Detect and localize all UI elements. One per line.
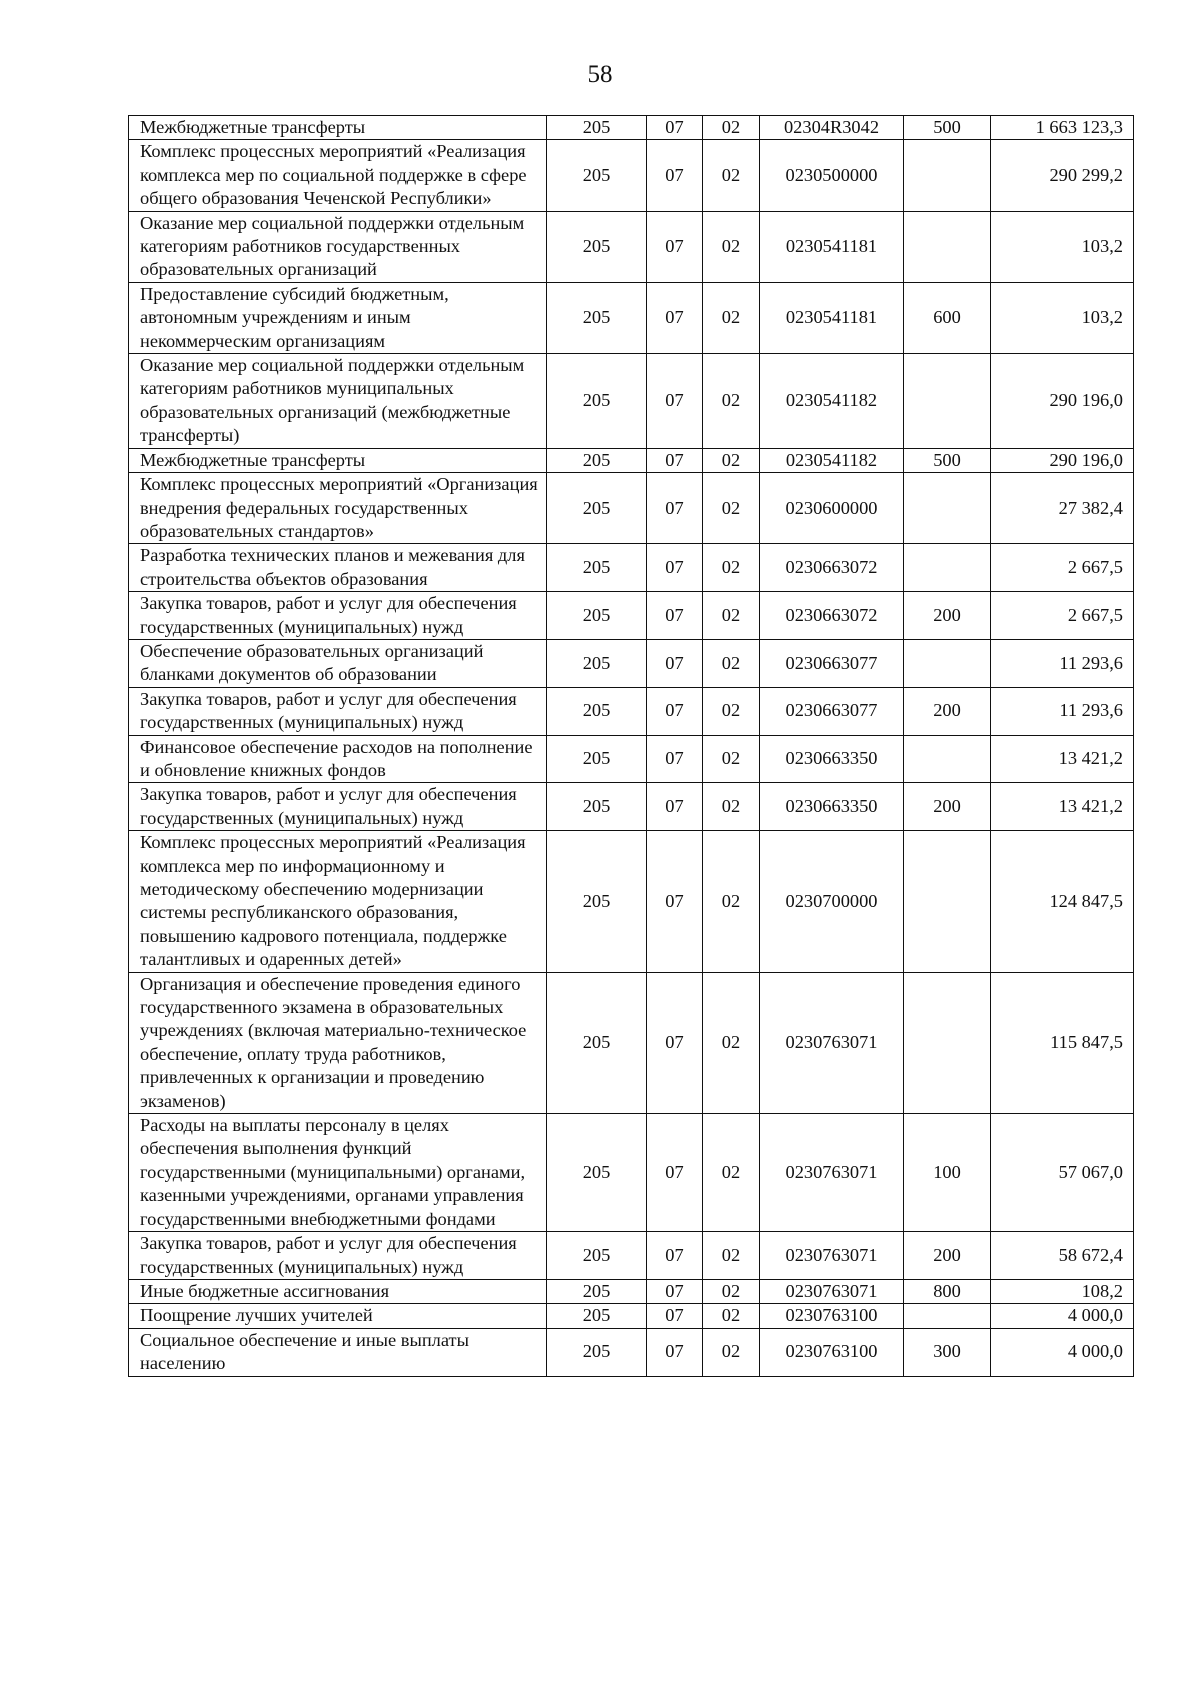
table-row <box>129 211 1134 282</box>
expense-type-cell: 200 <box>904 687 991 735</box>
section-code-cell: 07 <box>647 211 703 282</box>
subsection-code-cell: 02 <box>703 473 760 544</box>
table-row <box>129 354 1134 449</box>
row-name-cell: Закупка товаров, работ и услуг для обеспечения государственных (муниципальных) нужд <box>129 783 547 831</box>
amount-cell: 11 293,6 <box>991 639 1134 687</box>
subsection-code-cell: 02 <box>703 687 760 735</box>
section-code-cell: 07 <box>647 639 703 687</box>
subsection-code-cell: 02 <box>703 354 760 449</box>
expense-type-cell <box>904 972 991 1113</box>
table-row <box>129 1232 1134 1280</box>
table-row <box>129 1114 1134 1232</box>
table-row <box>129 831 1134 972</box>
subsection-code-cell: 02 <box>703 1232 760 1280</box>
subsection-code-cell: 02 <box>703 972 760 1113</box>
ministry-code-cell: 205 <box>547 282 647 353</box>
target-article-cell: 0230763071 <box>760 1279 904 1303</box>
section-code-cell: 07 <box>647 282 703 353</box>
ministry-code-cell: 205 <box>547 972 647 1113</box>
amount-cell: 2 667,5 <box>991 544 1134 592</box>
row-name-cell: Закупка товаров, работ и услуг для обеспечения государственных (муниципальных) нужд <box>129 592 547 640</box>
row-name-cell: Разработка технических планов и межевания для строительства объектов образования <box>129 544 547 592</box>
section-code-cell: 07 <box>647 354 703 449</box>
expense-type-cell <box>904 140 991 211</box>
table-row <box>129 687 1134 735</box>
expense-type-cell <box>904 639 991 687</box>
expense-type-cell: 200 <box>904 783 991 831</box>
amount-cell: 290 196,0 <box>991 448 1134 472</box>
amount-cell: 4 000,0 <box>991 1328 1134 1376</box>
section-code-cell: 07 <box>647 783 703 831</box>
subsection-code-cell: 02 <box>703 448 760 472</box>
subsection-code-cell: 02 <box>703 783 760 831</box>
page-number: 58 <box>587 61 613 88</box>
target-article-cell: 0230763071 <box>760 972 904 1113</box>
section-code-cell: 07 <box>647 473 703 544</box>
row-name-cell: Комплекс процессных мероприятий «Реализация комплекса мер по социальной поддержке в сфере общего образования Чеченской Республики» <box>129 140 547 211</box>
subsection-code-cell: 02 <box>703 831 760 972</box>
amount-cell: 103,2 <box>991 282 1134 353</box>
ministry-code-cell: 205 <box>547 473 647 544</box>
target-article-cell: 0230541181 <box>760 211 904 282</box>
ministry-code-cell: 205 <box>547 1232 647 1280</box>
amount-cell: 27 382,4 <box>991 473 1134 544</box>
section-code-cell: 07 <box>647 1304 703 1328</box>
table-row <box>129 1328 1134 1376</box>
row-name-cell: Оказание мер социальной поддержки отдельным категориям работников государственных образовательных организаций <box>129 211 547 282</box>
ministry-code-cell: 205 <box>547 1279 647 1303</box>
amount-cell: 115 847,5 <box>991 972 1134 1113</box>
target-article-cell: 0230663072 <box>760 544 904 592</box>
amount-cell: 290 196,0 <box>991 354 1134 449</box>
table-row <box>129 282 1134 353</box>
row-name-cell: Оказание мер социальной поддержки отдельным категориям работников муниципальных образовательных организаций (межбюджетные трансферты) <box>129 354 547 449</box>
subsection-code-cell: 02 <box>703 1114 760 1232</box>
expense-type-cell: 800 <box>904 1279 991 1303</box>
ministry-code-cell: 205 <box>547 448 647 472</box>
target-article-cell: 0230663072 <box>760 592 904 640</box>
target-article-cell: 0230763100 <box>760 1328 904 1376</box>
target-article-cell: 0230763100 <box>760 1304 904 1328</box>
ministry-code-cell: 205 <box>547 735 647 783</box>
section-code-cell: 07 <box>647 735 703 783</box>
subsection-code-cell: 02 <box>703 1328 760 1376</box>
target-article-cell: 0230663350 <box>760 783 904 831</box>
expense-type-cell: 200 <box>904 1232 991 1280</box>
amount-cell: 57 067,0 <box>991 1114 1134 1232</box>
expense-type-cell <box>904 831 991 972</box>
subsection-code-cell: 02 <box>703 116 760 140</box>
ministry-code-cell: 205 <box>547 544 647 592</box>
row-name-cell: Социальное обеспечение и иные выплаты населению <box>129 1328 547 1376</box>
section-code-cell: 07 <box>647 1232 703 1280</box>
target-article-cell: 0230663077 <box>760 639 904 687</box>
target-article-cell: 0230663350 <box>760 735 904 783</box>
subsection-code-cell: 02 <box>703 544 760 592</box>
target-article-cell: 0230700000 <box>760 831 904 972</box>
subsection-code-cell: 02 <box>703 140 760 211</box>
amount-cell: 58 672,4 <box>991 1232 1134 1280</box>
target-article-cell: 0230541181 <box>760 282 904 353</box>
target-article-cell: 02304R3042 <box>760 116 904 140</box>
ministry-code-cell: 205 <box>547 1114 647 1232</box>
ministry-code-cell: 205 <box>547 354 647 449</box>
expense-type-cell <box>904 735 991 783</box>
amount-cell: 108,2 <box>991 1279 1134 1303</box>
amount-cell: 1 663 123,3 <box>991 116 1134 140</box>
expense-type-cell <box>904 211 991 282</box>
ministry-code-cell: 205 <box>547 116 647 140</box>
expense-type-cell: 200 <box>904 592 991 640</box>
expense-type-cell <box>904 354 991 449</box>
target-article-cell: 0230763071 <box>760 1114 904 1232</box>
expense-type-cell: 500 <box>904 116 991 140</box>
section-code-cell: 07 <box>647 972 703 1113</box>
row-name-cell: Комплекс процессных мероприятий «Организация внедрения федеральных государственных образовательных стандартов» <box>129 473 547 544</box>
ministry-code-cell: 205 <box>547 211 647 282</box>
section-code-cell: 07 <box>647 1328 703 1376</box>
section-code-cell: 07 <box>647 448 703 472</box>
section-code-cell: 07 <box>647 1279 703 1303</box>
subsection-code-cell: 02 <box>703 282 760 353</box>
expense-type-cell <box>904 1304 991 1328</box>
target-article-cell: 0230600000 <box>760 473 904 544</box>
subsection-code-cell: 02 <box>703 735 760 783</box>
row-name-cell: Закупка товаров, работ и услуг для обеспечения государственных (муниципальных) нужд <box>129 687 547 735</box>
section-code-cell: 07 <box>647 116 703 140</box>
budget-table <box>128 115 1134 1377</box>
row-name-cell: Расходы на выплаты персоналу в целях обеспечения выполнения функций государственными (муниципальными) органами, казенными учреждениями, органами управления государственными внебюджетными фондами <box>129 1114 547 1232</box>
amount-cell: 124 847,5 <box>991 831 1134 972</box>
row-name-cell: Закупка товаров, работ и услуг для обеспечения государственных (муниципальных) нужд <box>129 1232 547 1280</box>
target-article-cell: 0230663077 <box>760 687 904 735</box>
table-row <box>129 972 1134 1113</box>
table-row <box>129 783 1134 831</box>
amount-cell: 103,2 <box>991 211 1134 282</box>
row-name-cell: Предоставление субсидий бюджетным, автономным учреждениям и иным некоммерческим организациям <box>129 282 547 353</box>
target-article-cell: 0230541182 <box>760 448 904 472</box>
target-article-cell: 0230763071 <box>760 1232 904 1280</box>
row-name-cell: Организация и обеспечение проведения единого государственного экзамена в образовательных учреждениях (включая материально-техническое обеспечение, оплату труда работников, привлеченных к организации и проведению экзаменов) <box>129 972 547 1113</box>
row-name-cell: Комплекс процессных мероприятий «Реализация комплекса мер по информационному и методическому обеспечению модернизации системы республиканского образования, повышению кадрового потенциала, поддержке талантливых и одаренных детей» <box>129 831 547 972</box>
amount-cell: 2 667,5 <box>991 592 1134 640</box>
table-row <box>129 544 1134 592</box>
ministry-code-cell: 205 <box>547 1328 647 1376</box>
row-name-cell: Финансовое обеспечение расходов на пополнение и обновление книжных фондов <box>129 735 547 783</box>
ministry-code-cell: 205 <box>547 831 647 972</box>
expense-type-cell <box>904 473 991 544</box>
ministry-code-cell: 205 <box>547 140 647 211</box>
expense-type-cell: 600 <box>904 282 991 353</box>
table-row <box>129 735 1134 783</box>
table-row <box>129 1279 1134 1303</box>
target-article-cell: 0230500000 <box>760 140 904 211</box>
budget-table-body <box>129 116 1134 1377</box>
row-name-cell: Поощрение лучших учителей <box>129 1304 547 1328</box>
expense-type-cell: 100 <box>904 1114 991 1232</box>
row-name-cell: Обеспечение образовательных организаций бланками документов об образовании <box>129 639 547 687</box>
row-name-cell: Межбюджетные трансферты <box>129 116 547 140</box>
row-name-cell: Иные бюджетные ассигнования <box>129 1279 547 1303</box>
table-row <box>129 473 1134 544</box>
table-row <box>129 116 1134 140</box>
amount-cell: 4 000,0 <box>991 1304 1134 1328</box>
section-code-cell: 07 <box>647 1114 703 1232</box>
table-row <box>129 140 1134 211</box>
ministry-code-cell: 205 <box>547 592 647 640</box>
expense-type-cell <box>904 544 991 592</box>
ministry-code-cell: 205 <box>547 1304 647 1328</box>
amount-cell: 13 421,2 <box>991 735 1134 783</box>
table-row <box>129 639 1134 687</box>
row-name-cell: Межбюджетные трансферты <box>129 448 547 472</box>
amount-cell: 13 421,2 <box>991 783 1134 831</box>
table-row <box>129 448 1134 472</box>
section-code-cell: 07 <box>647 592 703 640</box>
table-row <box>129 592 1134 640</box>
section-code-cell: 07 <box>647 544 703 592</box>
expense-type-cell: 300 <box>904 1328 991 1376</box>
ministry-code-cell: 205 <box>547 687 647 735</box>
target-article-cell: 0230541182 <box>760 354 904 449</box>
subsection-code-cell: 02 <box>703 1304 760 1328</box>
subsection-code-cell: 02 <box>703 1279 760 1303</box>
amount-cell: 290 299,2 <box>991 140 1134 211</box>
subsection-code-cell: 02 <box>703 592 760 640</box>
expense-type-cell: 500 <box>904 448 991 472</box>
ministry-code-cell: 205 <box>547 639 647 687</box>
section-code-cell: 07 <box>647 687 703 735</box>
ministry-code-cell: 205 <box>547 783 647 831</box>
subsection-code-cell: 02 <box>703 211 760 282</box>
section-code-cell: 07 <box>647 140 703 211</box>
table-row <box>129 1304 1134 1328</box>
amount-cell: 11 293,6 <box>991 687 1134 735</box>
subsection-code-cell: 02 <box>703 639 760 687</box>
section-code-cell: 07 <box>647 831 703 972</box>
